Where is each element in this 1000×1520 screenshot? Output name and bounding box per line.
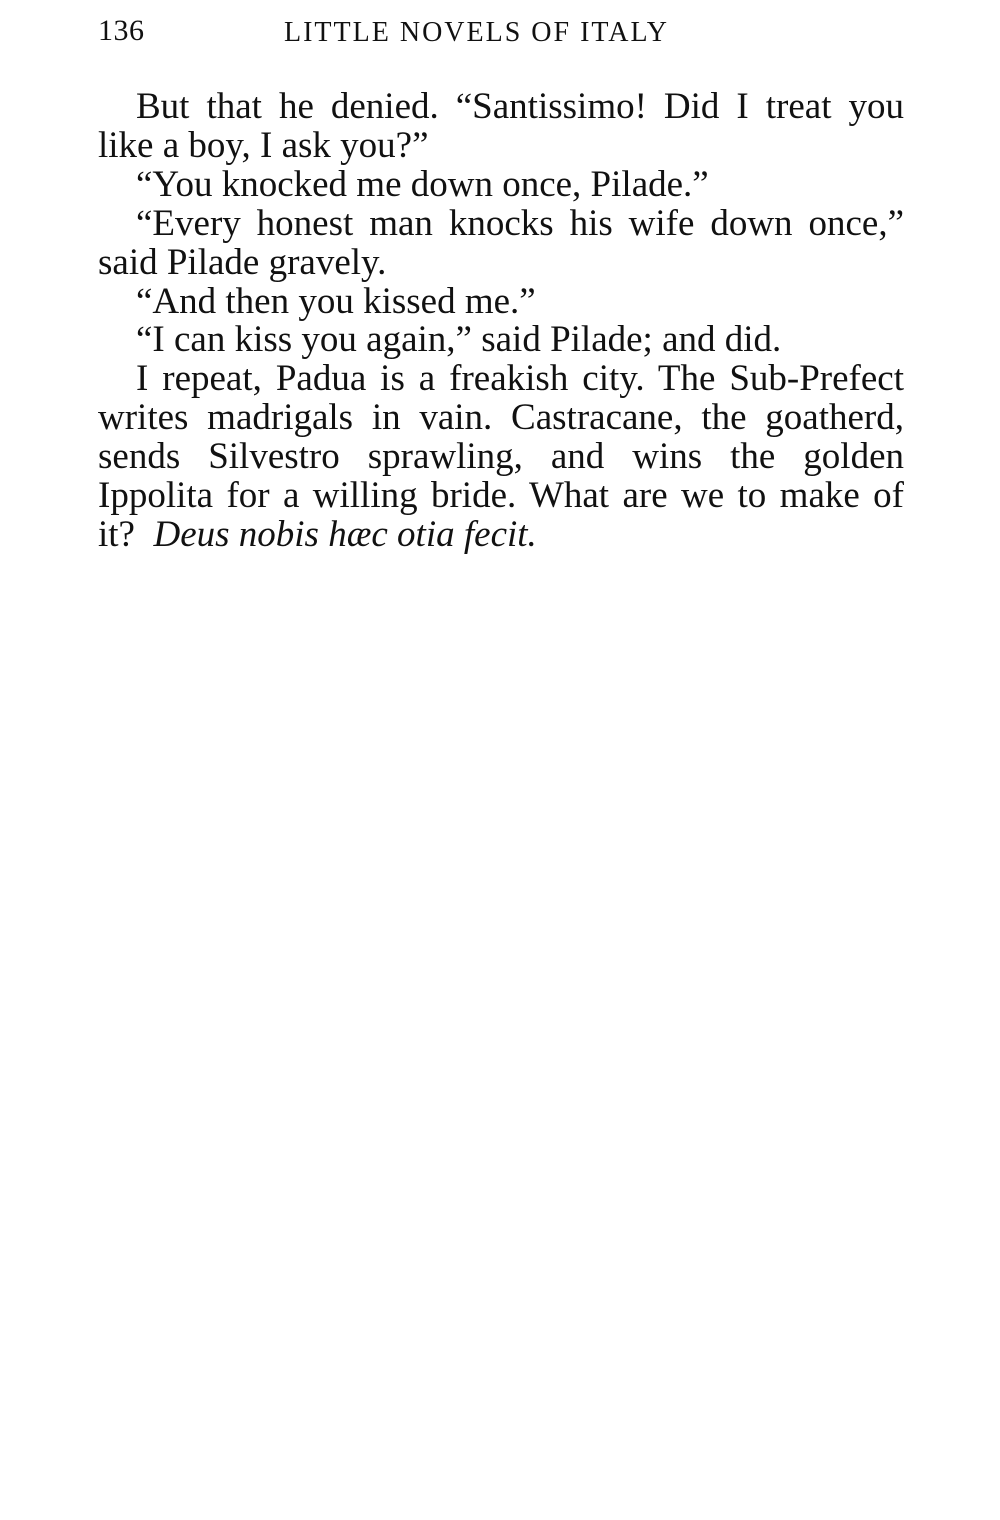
paragraph: “I can kiss you again,” said Pilade; and did. xyxy=(136,319,782,361)
page-number: 136 xyxy=(98,14,145,47)
paragraph: But that he denied. “Santissimo! Did I treat you like a boy, I ask you?” xyxy=(98,86,904,166)
running-title: LITTLE NOVELS OF ITALY xyxy=(284,17,670,48)
body-text xyxy=(98,88,904,555)
page-header xyxy=(98,14,904,54)
paragraph: “Every honest man knocks his wife down once,” said Pilade gravely. xyxy=(98,202,904,283)
final-paragraph-text: I repeat, Padua is a freakish city. The Sub-Prefect writes madrigals in vain. Castracane, the goatherd, sends Silvestro sprawling, and wins the golden Ippolita for a willing bride. What are we to make of it? xyxy=(98,358,904,555)
paragraph: “And then you kissed me.” xyxy=(136,280,536,322)
final-paragraph xyxy=(98,360,904,555)
paragraph: “You knocked me down once, Pilade.” xyxy=(136,163,709,205)
latin-quote: Deus nobis hæc otia fecit. xyxy=(153,513,537,555)
